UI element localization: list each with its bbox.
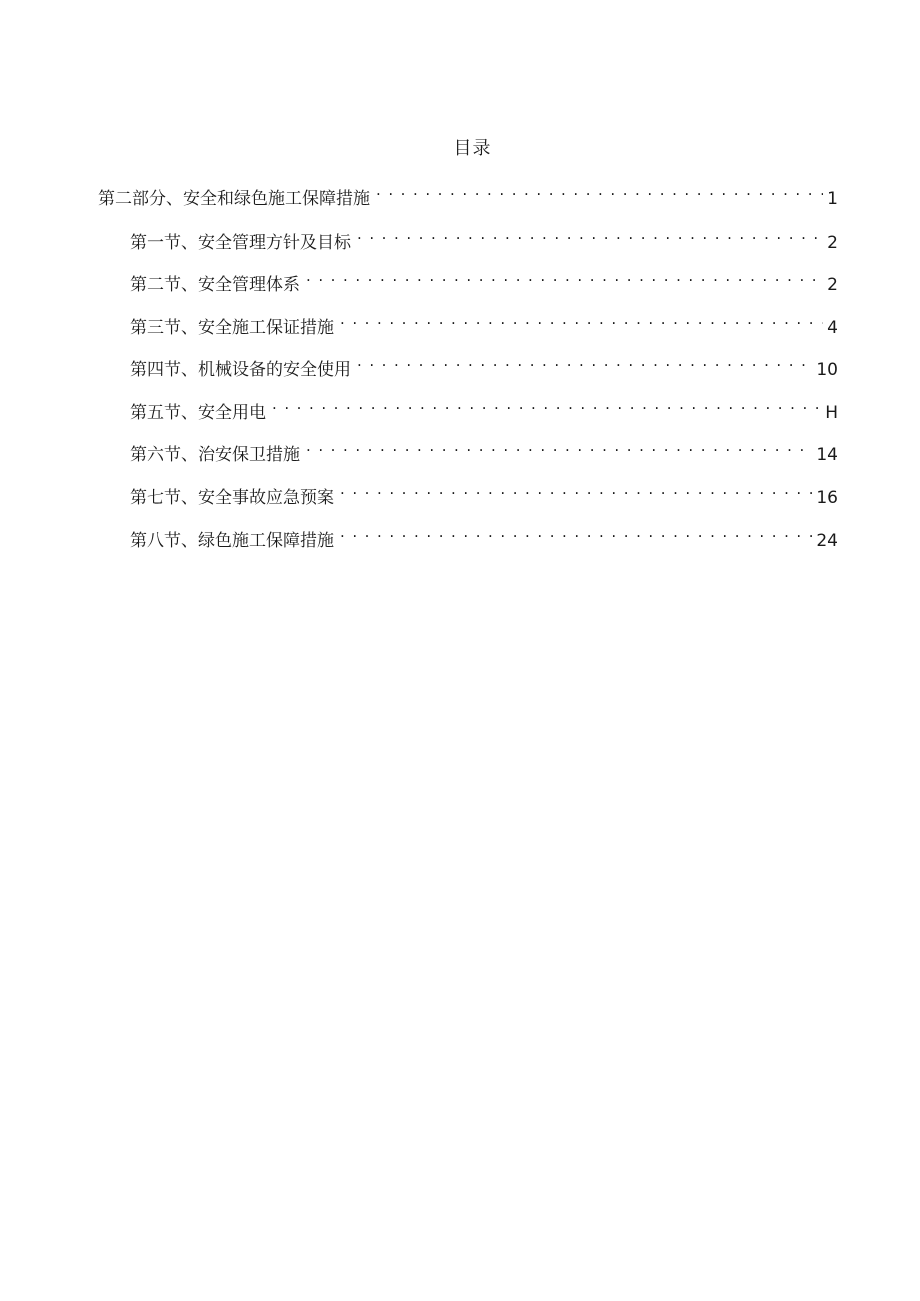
toc-entry-part-2[interactable] xyxy=(98,176,838,209)
toc-dot-leader xyxy=(340,475,812,503)
toc-page-number: H xyxy=(825,403,838,423)
toc-entry-label: 第七节、安全事故应急预案 xyxy=(130,488,334,508)
toc-dot-leader xyxy=(272,390,821,418)
toc-entry-label: 第三节、安全施工保证措施 xyxy=(130,318,334,338)
toc-entry-section-8[interactable] xyxy=(130,518,838,551)
toc-entry-label: 第八节、绿色施工保障措施 xyxy=(130,531,334,551)
toc-page-number: 2 xyxy=(827,275,838,295)
toc-page-number: 14 xyxy=(816,445,838,465)
toc-page-number: 1 xyxy=(827,189,838,209)
toc-entry-section-7[interactable] xyxy=(130,475,838,508)
toc-page-number: 2 xyxy=(827,233,838,253)
toc-entry-label: 第六节、治安保卫措施 xyxy=(130,445,300,465)
toc-dot-leader xyxy=(340,305,823,333)
toc-entry-label: 第二部分、安全和绿色施工保障措施 xyxy=(98,189,370,209)
toc-entry-section-2[interactable] xyxy=(130,262,838,295)
toc-entry-section-5[interactable] xyxy=(130,390,838,423)
toc-entry-section-1[interactable] xyxy=(130,220,838,253)
toc-page-number: 24 xyxy=(816,531,838,551)
toc-dot-leader xyxy=(357,347,812,375)
toc-entry-label: 第四节、机械设备的安全使用 xyxy=(130,360,351,380)
toc-page-number: 16 xyxy=(816,488,838,508)
toc-page-number: 4 xyxy=(827,318,838,338)
toc-entry-label: 第二节、安全管理体系 xyxy=(130,275,300,295)
toc-page-number: 10 xyxy=(816,360,838,380)
toc-entry-section-3[interactable] xyxy=(130,305,838,338)
toc-entry-label: 第一节、安全管理方针及目标 xyxy=(130,233,351,253)
toc-dot-leader xyxy=(306,262,823,290)
toc-title: 目录 xyxy=(453,138,492,159)
toc-entry-section-6[interactable] xyxy=(130,432,838,465)
toc-entry-label: 第五节、安全用电 xyxy=(130,403,266,423)
toc-dot-leader xyxy=(306,432,812,460)
toc-dot-leader xyxy=(340,518,812,546)
toc-entry-section-4[interactable] xyxy=(130,347,838,380)
toc-dot-leader xyxy=(357,220,823,248)
toc-dot-leader xyxy=(376,176,823,204)
